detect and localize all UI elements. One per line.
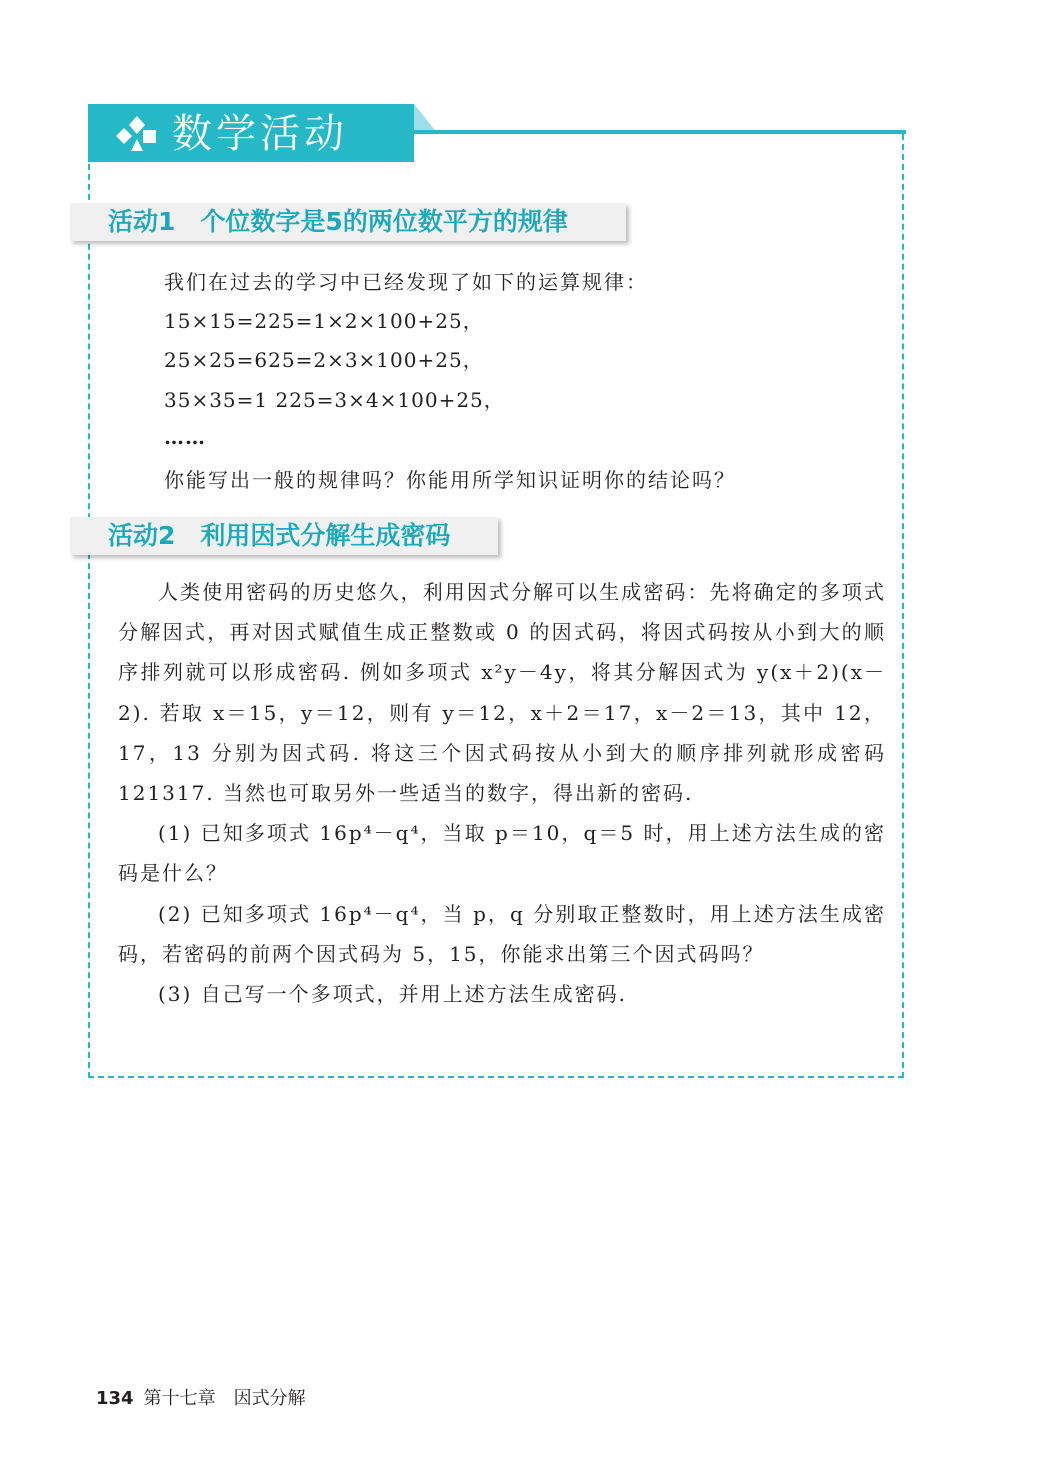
activity2-body [118, 572, 886, 1014]
activity1-ellipsis: …… [164, 425, 206, 449]
activity1-equation-3: 35×35=1 225=3×4×100+25， [164, 388, 505, 412]
activity1-equation-1: 15×15=225=1×2×100+25， [164, 309, 484, 333]
activity2-heading [108, 517, 450, 555]
activity2-label: 活动2 [108, 521, 176, 550]
activity1-equation-2: 25×25=625=2×3×100+25， [164, 348, 484, 372]
activity2-paragraph: 人类使用密码的历史悠久，利用因式分解可以生成密码：先将确定的多项式分解因式，再对因式赋值生成正整数或 0 的因式码，将因式码按从小到大的顺序排列就可以形成密码. 例如多项式 x²y－4y，将其分解因式为 y(x＋2)(x－2). 若取 x＝15，y＝12，则有 y＝12，x＋2＝17，x－2＝13，其中 12，17，13 分别为因式码. 将这三个因式码按从小到大的顺序排列就形成密码 121317. 当然也可取另外一些适当的数字，得出新的密码. [118, 580, 886, 806]
activity1-title: 个位数字是5的两位数平方的规律 [200, 207, 568, 236]
activity1-label: 活动1 [108, 207, 176, 236]
activity1-banner [70, 203, 626, 241]
page-footer [96, 1384, 306, 1410]
page-number: 134 [96, 1388, 134, 1409]
activity2-title: 利用因式分解生成密码 [200, 521, 451, 550]
activity2-question-3: (3) 自己写一个多项式，并用上述方法生成密码. [158, 982, 628, 1007]
chapter-title: 第十七章 因式分解 [143, 1388, 306, 1409]
activity2-question-2: (2) 已知多项式 16p⁴－q⁴，当 p，q 分别取正整数时，用上述方法生成密码，若密码的前两个因式码为 5，15，你能求出第三个因式码吗？ [118, 901, 886, 966]
activity1-heading [108, 203, 568, 241]
activity1-intro: 我们在过去的学习中已经发现了如下的运算规律： [164, 270, 648, 294]
section-title: 数学活动 [172, 111, 348, 157]
activity2-question-1: (1) 已知多项式 16p⁴－q⁴，当取 p＝10，q＝5 时，用上述方法生成的密码是什么？ [118, 821, 886, 886]
activity1-question: 你能写出一般的规律吗？你能用所学知识证明你的结论吗？ [164, 468, 736, 492]
activity2-banner [70, 517, 498, 555]
